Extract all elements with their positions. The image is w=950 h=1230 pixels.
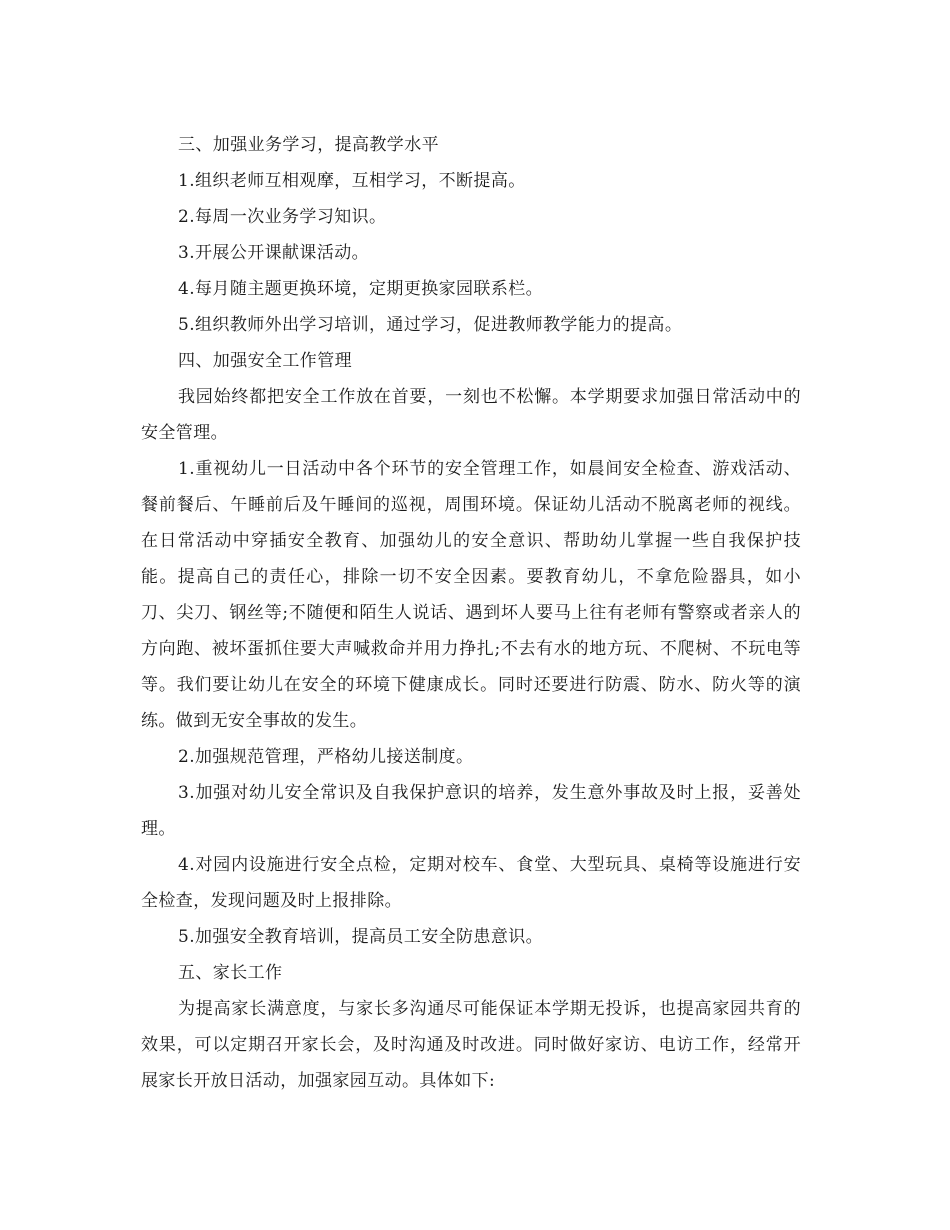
list-item: 3.加强对幼儿安全常识及自我保护意识的培养，发生意外事故及时上报，妥善处理。 bbox=[141, 783, 801, 839]
document-body bbox=[141, 127, 801, 1099]
list-item: 1.组织老师互相观摩，互相学习，不断提高。 bbox=[178, 171, 526, 191]
body-paragraph: 为提高家长满意度，与家长多沟通尽可能保证本学期无投诉，也提高家园共育的效果，可以定期召开家长会，及时沟通及时改进。同时做好家访、电访工作，经常开展家长开放日活动，加强家园互动。具体如下: bbox=[141, 999, 801, 1091]
list-item: 5.组织教师外出学习培训，通过学习，促进教师教学能力的提高。 bbox=[178, 315, 683, 335]
section-heading-parents: 五、家长工作 bbox=[178, 963, 283, 983]
section-heading-safety: 四、加强安全工作管理 bbox=[178, 351, 352, 371]
list-item: 2.加强规范管理，严格幼儿接送制度。 bbox=[178, 747, 474, 767]
list-item: 4.对园内设施进行安全点检，定期对校车、食堂、大型玩具、桌椅等设施进行安全检查，发现问题及时上报排除。 bbox=[141, 855, 801, 911]
list-item: 4.每月随主题更换环境，定期更换家园联系栏。 bbox=[178, 279, 544, 299]
body-paragraph: 我园始终都把安全工作放在首要，一刻也不松懈。本学期要求加强日常活动中的安全管理。 bbox=[141, 387, 801, 443]
section-heading-study: 三、加强业务学习，提高教学水平 bbox=[178, 135, 439, 155]
list-item: 5.加强安全教育培训，提高员工安全防患意识。 bbox=[178, 927, 544, 947]
list-item: 1.重视幼儿一日活动中各个环节的安全管理工作，如晨间安全检查、游戏活动、餐前餐后、午睡前后及午睡间的巡视，周围环境。保证幼儿活动不脱离老师的视线。在日常活动中穿插安全教育、加强幼儿的安全意识、帮助幼儿掌握一些自我保护技能。提高自己的责任心，排除一切不安全因素。要教育幼儿，不拿危险器具，如小刀、尖刀、钢丝等;不随便和陌生人说话、遇到坏人要马上往有老师有警察或者亲人的方向跑、被坏蛋抓住要大声喊救命并用力挣扎;不去有水的地方玩、不爬树、不玩电等等。我们要让幼儿在安全的环境下健康成长。同时还要进行防震、防水、防火等的演练。做到无安全事故的发生。 bbox=[141, 459, 801, 731]
list-item: 2.每周一次业务学习知识。 bbox=[178, 207, 387, 227]
list-item: 3.开展公开课献课活动。 bbox=[178, 243, 370, 263]
